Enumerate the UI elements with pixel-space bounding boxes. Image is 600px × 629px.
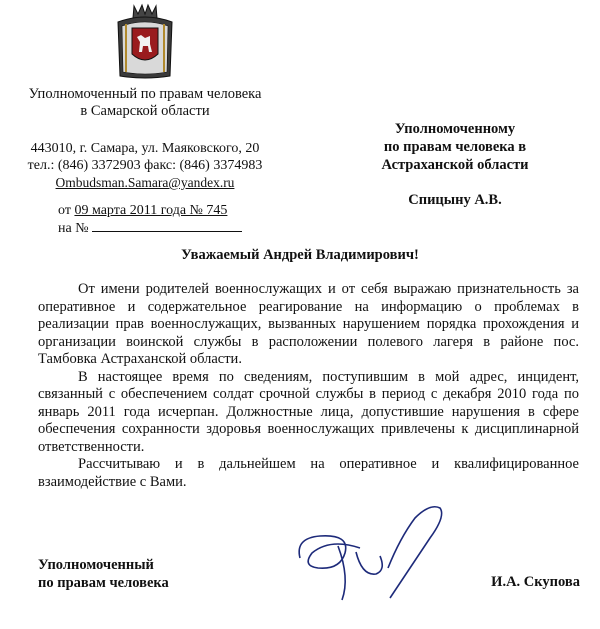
signatory-name: И.А. Скупова xyxy=(491,574,580,590)
reg-ref-blank-line xyxy=(92,219,242,232)
recipient-line1: Уполномоченному xyxy=(394,121,516,137)
sender-email-link[interactable]: Ombudsman.Samara@yandex.ru xyxy=(55,175,235,190)
reg-date-value: 09 марта 2011 года № 745 xyxy=(74,203,228,218)
recipient-line3: Астраханской области xyxy=(381,157,529,173)
coat-of-arms-emblem xyxy=(112,2,178,80)
sender-phones: тел.: (846) 3372903 факс: (846) 3374983 xyxy=(27,158,263,173)
signature-title-line2: по правам человека xyxy=(38,575,169,591)
signature-title xyxy=(38,556,238,592)
reg-ref-label: на № xyxy=(58,221,89,236)
recipient-line2: по правам человека в xyxy=(383,139,527,155)
sender-contacts xyxy=(0,140,290,191)
signature-title-line1: Уполномоченный xyxy=(38,557,154,573)
body-paragraph-1: От имени родителей военнослужащих и от себя выражаю признательность за оперативное и содержательное реагирование на информацию о проблемах в реализации прав военнослужащих, вызванных нарушением порядка прохождения и организации воинской службы в расположении полевого лагеря в районе пос. Тамбовка Астраханской области. xyxy=(38,281,579,367)
reg-date-prefix: от xyxy=(58,203,75,218)
letter-body xyxy=(38,281,579,491)
sender-title-line2: в Самарской области xyxy=(80,103,210,119)
recipient-block xyxy=(340,120,570,174)
sender-title xyxy=(0,86,290,120)
registration-block xyxy=(58,203,298,237)
body-paragraph-3: Рассчитываю и в дальнейшем на оперативное и квалифицированное взаимодействие с Вами. xyxy=(38,456,579,490)
body-paragraph-2: В настоящее время по сведениям, поступившим в мой адрес, инцидент, связанный с обеспечением солдат срочной службы в период с декабря 2010 года по январь 2011 года исчерпан. Должностные лица, допустившие нарушения в сфере обеспечения сохранности здоровья военнослужащих привлечены к дисциплинарной ответственности. xyxy=(38,368,579,455)
salutation: Уважаемый Андрей Владимирович! xyxy=(181,247,419,263)
sender-address: 443010, г. Самара, ул. Маяковского, 20 xyxy=(30,141,260,156)
recipient-name: Спицыну А.В. xyxy=(408,192,502,208)
sender-title-line1: Уполномоченный по правам человека xyxy=(28,86,262,102)
handwritten-signature xyxy=(290,498,450,610)
